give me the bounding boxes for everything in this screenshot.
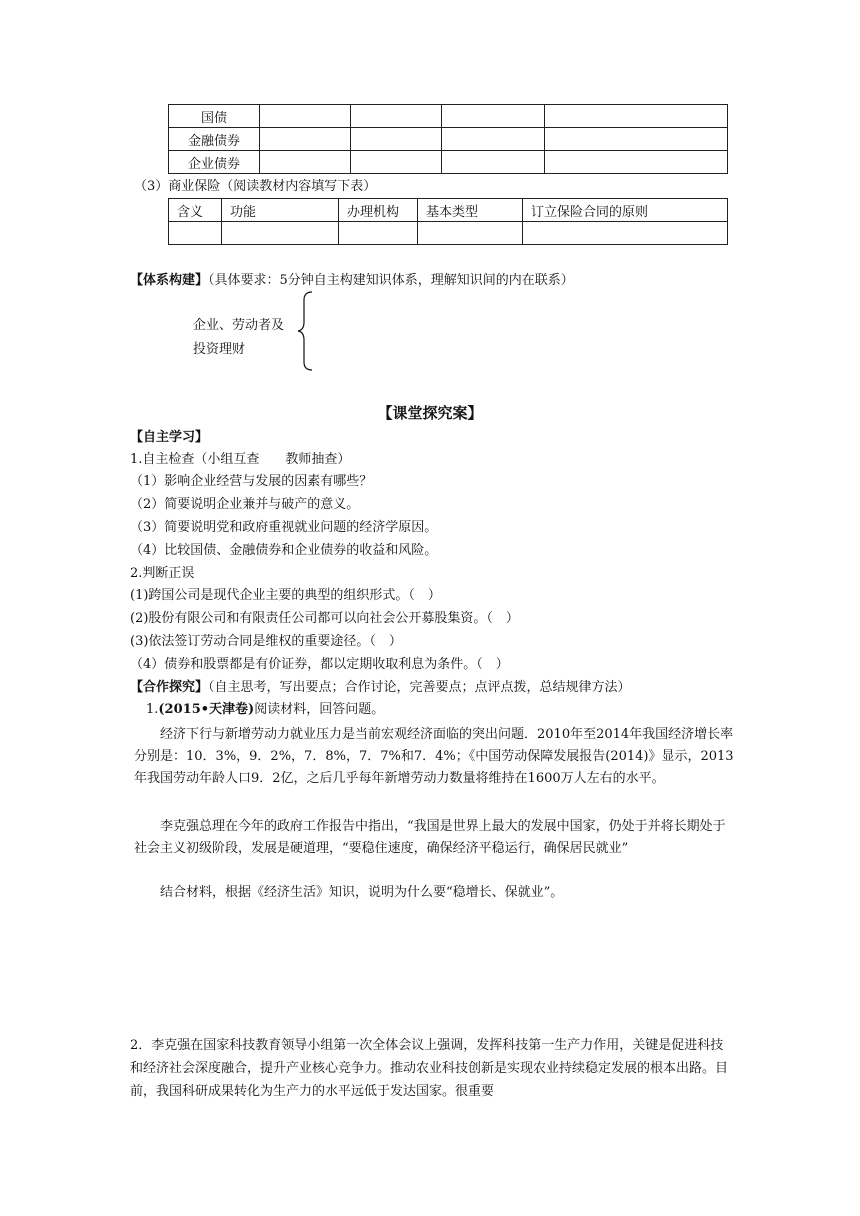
self-study-label: 【自主学习】 [130,430,209,445]
system-build-note: （具体要求：5分钟自主构建知识体系，理解知识间的内在联系） [208,273,574,288]
table-cell[interactable] [222,222,339,245]
question-item: （4）比较国债、金融债券和企业债券的收益和风险。 [130,543,438,558]
q1-paragraph: 李克强总理在今年的政府工作报告中指出，“我国是世界上最大的发展中国家，仍处于并将长期处于社会主义初级阶段，发展是硬道理，“要稳住速度，确保经济平稳运行，确保居民就业” [134,819,726,856]
table-row [169,199,728,222]
q1-instruction: 阅读材料，回答问题。 [254,702,385,717]
question-item: （2）简要说明企业兼并与破产的意义。 [130,497,360,512]
table-cell[interactable] [351,105,442,128]
table-cell[interactable] [339,222,418,245]
table-cell[interactable] [260,128,351,151]
table-cell[interactable] [545,128,728,151]
cooperation-note: （自主思考，写出要点；合作讨论，完善要点；点评点拨，总结规律方法） [208,680,631,695]
judgment-item: (1)跨国公司是现代企业主要的典型的组织形式。（ ） [130,588,441,603]
system-build-line [130,272,574,290]
q2-paragraph: 2．李克强在国家科技教育领导小组第一次全体会议上强调，发挥科技第一生产力作用，关键是促进科技和经济社会深度融合，提升产业核心竞争力。推动农业科技创新是实现农业持续稳定发展的根本出路。目前，我国科研成果转化为生产力的水平远低于发达国家。很重要 [130,1038,729,1099]
insurance-heading: （3）商业保险（阅读教材内容填写下表） [134,179,377,194]
brace-text-line: 投资理财 [193,342,246,357]
q1-paragraph: 经济下行与新增劳动力就业压力是当前宏观经济面临的突出问题．2010年至2014年我国经济增长率分别是：10．3%，9．2%，7．8%，7．7%和7．4%；《中国劳动保障发展报告(2014)》显示，2013年我国劳动年龄人口9．2亿，之后几乎每年新增劳动力数量将维持在1600万人左右的水平。 [134,727,734,786]
table-cell: 企业债券 [169,151,260,174]
insurance-table [168,198,728,245]
table-cell[interactable] [442,128,545,151]
cooperation-line [130,679,631,697]
table-cell[interactable] [351,151,442,174]
table-cell[interactable] [442,105,545,128]
q1-line [146,701,384,719]
check-title: 1.自主检查（小组互查 教师抽查） [130,452,351,467]
q1-source: (2015•天津卷) [158,702,255,717]
question-item: （1）影响企业经营与发展的因素有哪些？ [130,474,373,489]
table-header: 功能 [222,199,339,222]
judge-title: 2.判断正误 [130,566,195,581]
cooperation-label: 【合作探究】 [130,680,209,695]
table-cell: 国债 [169,105,260,128]
table-cell[interactable] [260,105,351,128]
table-cell[interactable] [351,128,442,151]
table-cell: 金融债券 [169,128,260,151]
table-cell[interactable] [523,222,728,245]
q1-paragraph: 结合材料，根据《经济生活》知识，说明为什么要“稳增长、保就业”。 [160,885,564,900]
table-cell[interactable] [169,222,222,245]
bonds-table [168,104,728,174]
table-cell[interactable] [545,151,728,174]
question-item: （3）简要说明党和政府重视就业问题的经济学原因。 [130,520,438,535]
table-row [169,222,728,245]
brace-icon [296,290,318,372]
table-cell[interactable] [545,105,728,128]
table-header: 办理机构 [339,199,418,222]
table-header: 含义 [169,199,222,222]
table-row [169,128,728,151]
q1-prefix: 1. [146,702,159,717]
table-row [169,105,728,128]
table-cell[interactable] [442,151,545,174]
table-cell[interactable] [418,222,523,245]
judgment-item: (2)股份有限公司和有限责任公司都可以向社会公开募股集资。（ ） [130,611,519,626]
section-title: 【课堂探究案】 [377,404,483,422]
brace-text [193,314,284,362]
table-header: 订立保险合同的原则 [523,199,728,222]
table-header: 基本类型 [418,199,523,222]
brace-text-line: 企业、劳动者及 [193,318,285,333]
judgment-item: （4）债券和股票都是有价证券，都以定期收取利息为条件。（ ） [130,657,509,672]
table-cell[interactable] [260,151,351,174]
table-row [169,151,728,174]
system-build-label: 【体系构建】 [130,273,209,288]
judgment-item: (3)依法签订劳动合同是维权的重要途径。（ ） [130,634,402,649]
